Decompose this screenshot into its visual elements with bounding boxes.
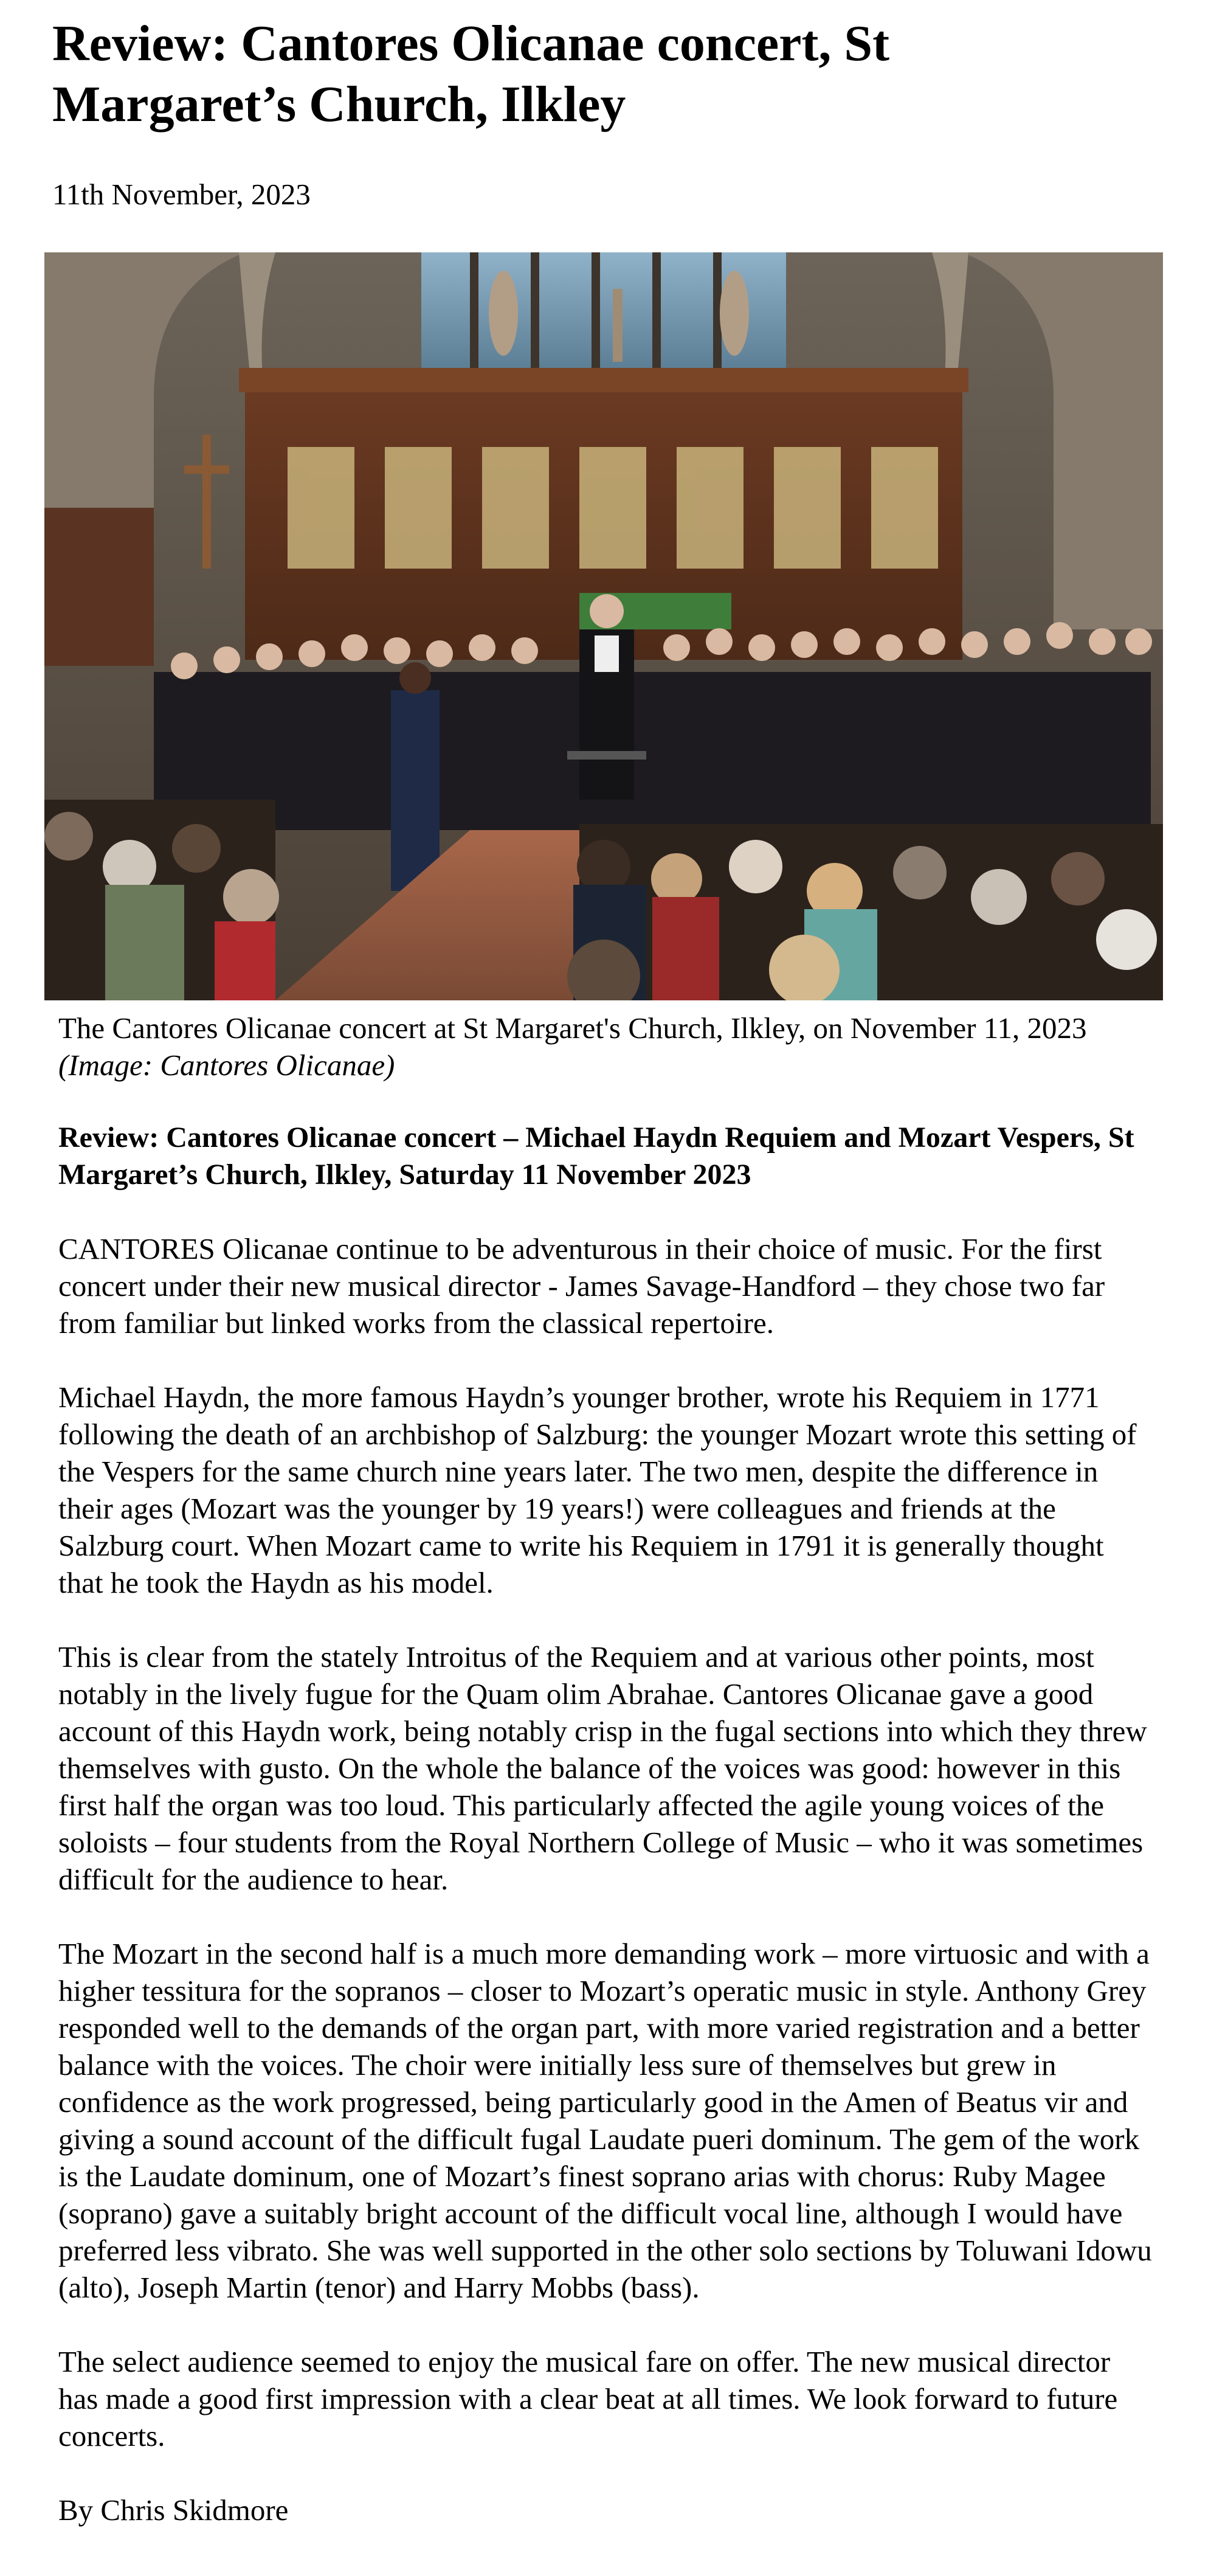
article-paragraph: CANTORES Olicanae continue to be adventurous in their choice of music. For the first concert under their new musical director - James Savage-Handford – they chose two far from familiar but linked works from the classical repertoire. (58, 1232, 1105, 1340)
article-subheading: Review: Cantores Olicanae concert – Michael Haydn Requiem and Mozart Vespers, St Margaret’s Church, Ilkley, Saturday 11 November 2023 (58, 1121, 1134, 1191)
article-headline: Review: Cantores Olicanae concert, St Margaret’s Church, Ilkley (52, 15, 890, 133)
photo-caption (58, 1009, 1147, 1084)
article-paragraph: The select audience seemed to enjoy the musical fare on offer. The new musical director has made a good first impression with a clear beat at all times. We look forward to future concerts. (58, 2345, 1118, 2453)
article-paragraph: The Mozart in the second half is a much more demanding work – more virtuosic and with a higher tessitura for the sopranos – closer to Mozart’s operatic music in style. Anthony Grey responded well to the demands of the organ part, with more varied registration and a better balance with the voices. The choir were initially less sure of themselves but grew in confidence as the work progressed, being particularly good in the Amen of Beatus vir and giving a sound account of the difficult fugal Laudate pueri dominum. The gem of the work is the Laudate dominum, one of Mozart’s finest soprano arias with chorus: Ruby Magee (soprano) gave a suitably bright account of the difficult vocal line, although I would have preferred less vibrato. She was well supported in the other solo sections by Toluwani Idowu (alto), Joseph Martin (tenor) and Harry Mobbs (bass). (58, 1937, 1152, 2304)
article-byline: By Chris Skidmore (58, 2493, 289, 2527)
concert-photo-illustration (44, 252, 1163, 1000)
concert-photo (44, 252, 1163, 1000)
article-paragraph: This is clear from the stately Introitus of the Requiem and at various other points, most notably in the lively fugue for the Quam olim Abrahae. Cantores Olicanae gave a good account of this Haydn work, being notably crisp in the fugal sections into which they threw themselves with gusto. On the whole the balance of the voices was good: however in this first half the organ was too loud. This particularly affected the agile young voices of the soloists – four students from the Royal Northern College of Music – who it was sometimes difficult for the audience to hear. (58, 1640, 1147, 1896)
publish-date: 11th November, 2023 (52, 178, 311, 211)
photo-credit: (Image: Cantores Olicanae) (58, 1048, 395, 1082)
photo-caption-text: The Cantores Olicanae concert at St Margaret's Church, Ilkley, on November 11, 2023 (58, 1011, 1087, 1045)
article-paragraph: Michael Haydn, the more famous Haydn’s younger brother, wrote his Requiem in 1771 following the death of an archbishop of Salzburg: the younger Mozart wrote this setting of the Vespers for the same church nine years later. The two men, despite the difference in their ages (Mozart was the younger by 19 years!) were colleagues and friends at the Salzburg court. When Mozart came to write his Requiem in 1791 it is generally thought that he took the Haydn as his model. (58, 1380, 1137, 1599)
article-body (58, 1119, 1153, 2529)
